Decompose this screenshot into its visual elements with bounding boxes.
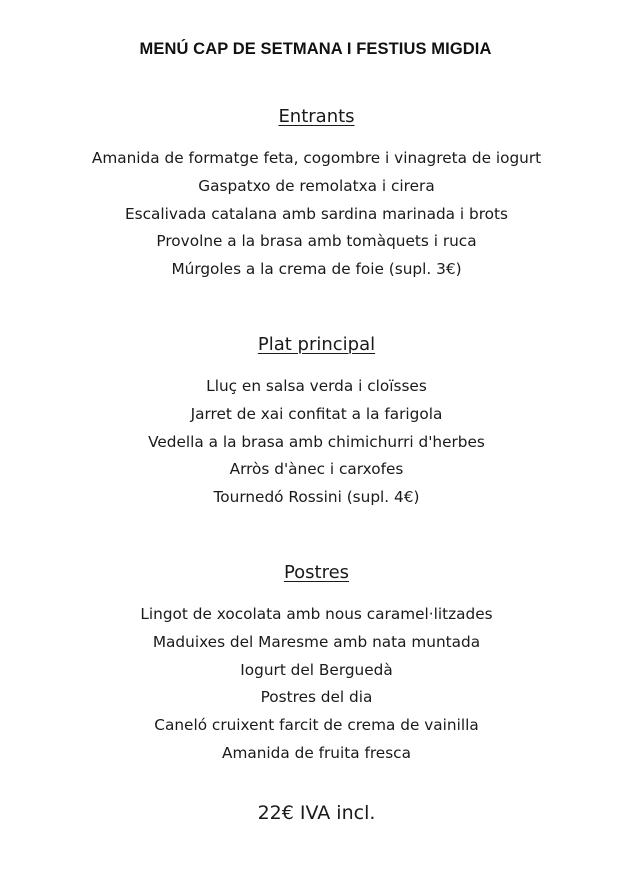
dish-item: Provolne a la brasa amb tomàquets i ruca [156,232,477,251]
dish-item: Postres del dia [260,688,373,707]
dish-item: Amanida de fruita fresca [222,743,411,762]
dish-item: Arròs d'ànec i carxofes [229,460,404,479]
dish-item: Jarret de xai confitat a la farigola [190,404,443,423]
section-heading: Postres [283,562,350,583]
dish-item: Múrgoles a la crema de foie (supl. 3€) [171,260,462,279]
dish-item: Lingot de xocolata amb nous caramel·litzades [140,605,493,623]
menu-title: MENÚ CAP DE SETMANA I FESTIUS MIGDIA [139,40,492,58]
dish-item: Escalivada catalana amb sardina marinada i brots [124,204,509,223]
dish-item: Amanida de formatge feta, cogombre i vinagreta de iogurt [91,149,542,167]
menu-price: 22€ IVA incl. [257,802,376,824]
section-entrants [0,105,633,284]
dish-list [0,601,633,768]
dish-item: Gaspatxo de remolatxa i cirera [198,176,435,195]
dish-item: Caneló cruixent farcit de crema de vainilla [154,716,479,735]
section-heading: Plat principal [257,334,376,355]
dish-item: Maduixes del Maresme amb nata muntada [152,632,481,651]
dish-list [0,145,633,284]
section-postres [0,561,633,768]
dish-item: Lluç en salsa verda i cloïsses [206,377,427,395]
dish-list [0,373,633,512]
dish-item: Tournedó Rossini (supl. 4€) [213,488,420,507]
dish-item: Vedella a la brasa amb chimichurri d'herbes [148,432,485,451]
section-heading: Entrants [278,106,355,127]
dish-item: Iogurt del Berguedà [240,660,393,679]
section-plat-principal [0,333,633,512]
